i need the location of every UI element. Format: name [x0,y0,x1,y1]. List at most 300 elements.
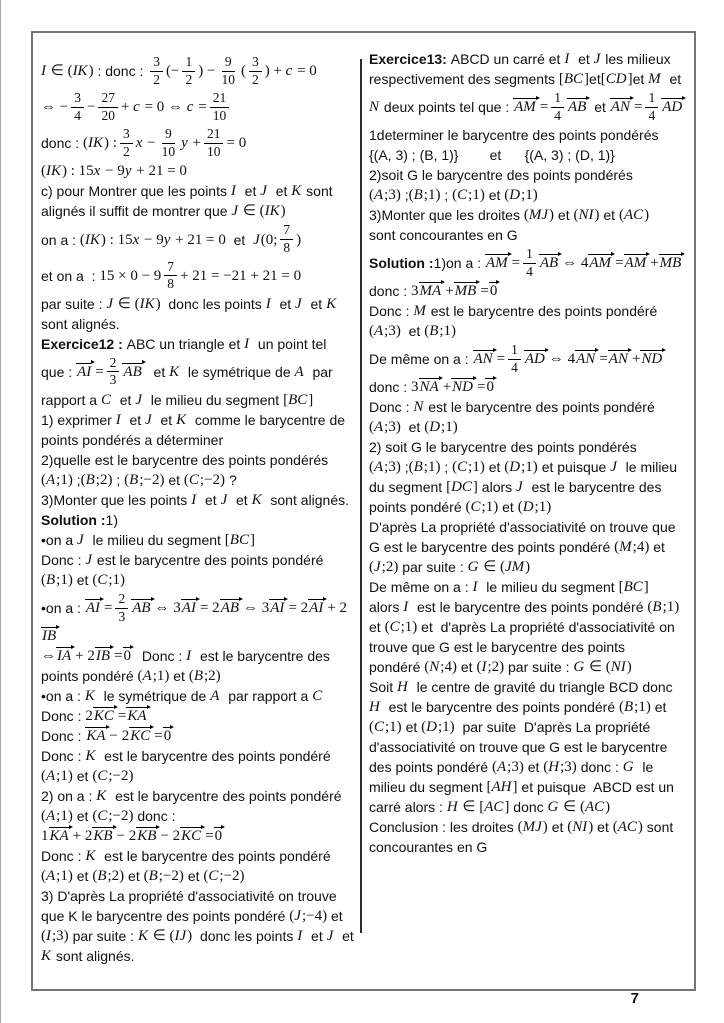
math-run: ) + c = 0 [264,63,317,80]
fraction [218,55,238,87]
vector-expression [92,826,116,846]
fraction-denominator: 2 [153,71,161,87]
vector-expression [624,253,651,273]
vector-expression [123,646,135,666]
vector-expression [129,726,154,746]
text-run: alors [369,599,404,616]
text-run: alors [477,479,517,496]
math-run: (B;1) [647,599,680,616]
math-run: J [516,479,523,496]
math-run: G [622,759,634,776]
vector-overline-arrow: MB [659,254,686,271]
fraction [120,127,133,159]
fraction-denominator: 3 [109,372,117,388]
text-run: Donc : [369,399,414,416]
math-run: [BC] [224,531,255,548]
vector-overline-arrow: AN [608,350,632,367]
vector-overline-arrow: ND [640,350,666,367]
text-run: et [334,928,354,945]
math-run: + 21 = −21 + 21 = 0 [180,267,302,284]
math-run: + [445,283,454,300]
text-run: pondéré [369,659,425,676]
vector-expression [76,362,95,382]
text-line [369,497,690,517]
math-run: (C;1) [92,571,125,588]
text-run: concourantes en G [369,839,488,856]
math-run: I [564,51,570,67]
text-run: et [121,411,146,428]
math-run: (MJ) [523,207,555,224]
fraction-denominator: 10 [161,143,176,159]
math-run: (B;2) [92,868,125,885]
text-run: deux points tel que : [380,99,514,116]
text-run: que : [41,363,77,380]
math-run: y + [181,135,201,152]
text-line [369,837,690,857]
math-run: (B;1) [424,323,457,340]
math-run: A [294,363,304,380]
vector-expression [567,97,590,117]
math-run: I ∈ (IK) [41,63,94,80]
math-run: + [442,379,452,396]
text-run: donc [509,799,548,816]
text-line [369,145,690,165]
math-run: J [85,551,93,568]
text-run: 1determiner le barycentre des points pondérés [369,127,659,144]
text-line [41,926,356,946]
vector-expression [454,281,481,301]
math-run: (D;1) [424,419,458,436]
right-column [362,33,694,989]
vector-overline-arrow: AN [575,350,599,367]
math-run: I [186,648,192,665]
text-run: est le barycentre des points pondéré [107,788,342,805]
fraction [150,55,163,87]
vector-overline-arrow: AI [308,599,327,616]
text-run: Donc : [41,728,86,745]
text-line [41,946,356,966]
math-run: (A;1) [41,808,73,825]
text-line [41,726,356,746]
text-run: : donc : [93,63,148,80]
fraction [159,127,179,159]
bold-text-run: Exercice13: [369,51,451,67]
vector-expression [49,826,73,846]
text-run: les milieux [601,51,671,67]
text-run: 3) D'après La propriété d'associativité on trouve [41,888,337,905]
math-run: C [100,391,111,408]
text-run: et [661,71,682,87]
text-run: et [72,868,93,885]
vector-overline-arrow: AB [122,363,145,380]
text-run: est le barycentre des [192,648,330,665]
fraction [551,91,564,123]
math-run: (A;3) [491,759,524,776]
text-line [369,377,690,397]
math-run: J [77,531,84,548]
text-line [369,69,690,89]
vector-overline-arrow: ND [451,378,477,395]
text-line [369,49,690,69]
text-run: 1) [105,511,118,528]
fraction-numerator: 21 [204,127,224,144]
math-run: + 2 [327,600,348,617]
math-run: = [154,728,163,745]
text-line [369,737,690,757]
vector-expression [489,281,501,301]
vector-overline-arrow: AB [567,98,590,115]
math-run: J [295,295,302,312]
vector-overline-arrow: AI [76,363,95,380]
text-run: sont alignés. [52,948,135,965]
text-run: et [124,868,144,885]
text-run: et [271,295,296,312]
math-run: J [145,411,152,428]
vector-overline-arrow: AN [610,98,634,115]
fraction-denominator: 4 [648,107,656,123]
text-run: •on a [41,531,78,548]
fraction-denominator: 2 [251,71,259,87]
vector-overline-arrow: MB [454,282,481,299]
fraction [210,91,230,123]
text-run: points pondéré [369,499,466,516]
text-run: et [632,71,649,87]
math-run: + 2 [72,828,93,845]
vector-overline-arrow: AI [269,599,288,616]
math-run: − 2 [109,728,130,745]
text-line [41,53,356,89]
text-run: par rapport a [220,688,313,705]
text-line [369,397,690,417]
vector-expression [85,726,109,746]
text-run: Donc : [41,708,86,725]
math-run: 3 [411,379,419,396]
math-run: (C;−2) [92,808,134,825]
text-run: et [599,207,619,224]
math-run: = [95,363,104,380]
text-run: sont alignés. [262,491,349,508]
math-run: = [511,255,521,272]
text-run: et [523,759,544,776]
vector-overline-arrow: 0 [163,727,175,744]
text-run: Donc : [369,303,414,320]
text-run: {(A, 3) ; (B, 1)} et {(A, 3) ; (D, 1)} [369,147,615,164]
math-run: (AC) [612,819,643,836]
text-line [41,886,356,906]
text-line [41,570,356,590]
vector-expression [95,646,114,666]
math-run: (IK) : 15x − 9y + 21 = 0 [41,163,187,180]
text-line [41,786,356,806]
text-run: par suite : [504,659,574,676]
math-run: (A;3) [369,323,401,340]
text-run: des points pondéré [369,759,492,776]
text-run: et [152,411,177,428]
vector-overline-arrow: AB [131,599,154,616]
fraction-denominator: 4 [511,359,518,375]
vector-overline-arrow: KA [85,727,109,744]
text-line [369,321,690,341]
fraction-numerator: 2 [107,356,120,373]
fraction-numerator: 27 [98,91,118,108]
math-run: N [369,99,380,116]
math-run: ⇔ 3 [243,600,270,617]
text-run: et [302,295,327,312]
vector-expression [126,706,150,726]
math-run: J ∈ (IK) [231,203,286,220]
fraction [107,356,120,388]
text-run: et [303,928,327,945]
text-run: D'après La propriété d'associativité on trouve que [369,519,676,536]
text-line [41,706,356,726]
math-run: (A;1) [137,668,170,685]
math-run: N [413,399,424,416]
vector-expression [136,826,160,846]
text-line [369,537,690,557]
math-run: [CD] [600,71,633,87]
text-run: 2)soit G le barycentre des points pondérés [369,167,633,184]
text-line [369,89,690,125]
text-line [41,181,356,201]
text-run: points pondéré [41,668,138,685]
text-run: est le barycentre des points pondéré [93,551,324,568]
text-run: alignés il suffit de montrer que [41,203,232,220]
text-line [41,125,356,161]
text-run: trouve que G est le barycentre des points [369,639,626,656]
text-run: et [169,668,189,685]
math-run: (A;3) [369,459,401,476]
text-line [41,530,356,550]
text-run: ; [72,471,81,488]
text-run: le milieu [617,459,678,476]
math-run: + [631,351,641,368]
text-run: comme le barycentre de [187,411,346,428]
text-run: Donc : [41,748,86,765]
math-run: (I;2) [476,659,505,676]
text-line [369,341,690,377]
text-line [369,657,690,677]
math-run: (A;1) [41,868,73,885]
vector-expression [485,377,497,397]
math-run: = [477,379,486,396]
math-run: G ∈ (AC) [547,799,611,816]
vector-expression [513,97,540,117]
vector-expression [56,646,75,666]
text-run: rapport a [41,391,101,408]
fraction-denominator: 8 [283,240,291,256]
text-run: que K le barycentre des points pondéré [41,908,290,925]
text-line [41,390,356,410]
text-run: ; [112,471,125,488]
math-run: 1 [41,828,49,845]
vector-expression [131,598,154,618]
math-run: I [297,928,303,945]
text-line [369,637,690,657]
text-run: 2)quelle est le barycentre des points pondérés [41,451,329,468]
math-run: = 2 [199,600,220,617]
text-line [41,866,356,886]
fraction-numerator: 21 [210,91,230,108]
text-line [369,797,690,817]
text-run: et [183,868,204,885]
math-run: (N;4) [424,659,457,676]
math-run: I [115,411,121,428]
text-run: De même on a : [369,579,473,596]
math-run: K [169,363,180,380]
fraction-numerator: 3 [249,55,262,72]
math-run: (C;1) [452,459,485,476]
fraction [645,91,658,123]
vector-expression [220,598,243,618]
math-run: (B;1) [408,187,441,204]
vector-overline-arrow: AM [624,254,651,271]
vector-overline-arrow: AI [85,599,104,616]
text-run: et [570,51,594,67]
text-line [369,225,690,245]
math-run: − 2 [116,828,137,845]
text-run: et puisque [537,459,611,476]
text-run: par suite : [68,928,138,945]
text-line [41,258,356,294]
text-run: donc : [576,759,623,776]
text-run: points pondérés a déterminer [41,431,224,448]
text-line [41,221,356,257]
text-line [369,165,690,185]
fraction-numerator: 3 [120,127,133,144]
text-run: le [634,759,654,776]
text-run: Conclusion : les droites [369,819,518,836]
text-run: 1) exprimer [41,411,116,428]
math-run: = [615,255,624,272]
text-run: Soit [369,679,398,696]
text-run: donc les points [192,928,298,945]
vector-expression [269,598,288,618]
vector-expression [659,253,686,273]
vector-overline-arrow: IB [95,647,114,664]
text-run: et [111,391,136,408]
fraction-denominator: 4 [74,107,81,123]
math-run: K [85,848,96,865]
math-run: (A;3) [369,187,401,204]
text-line [369,677,690,697]
text-line [41,430,356,450]
fraction-denominator: 10 [221,71,235,87]
text-run: sont concourantes en G [369,227,518,244]
text-run: 2) soit G le barycentre des points pondérés [369,439,637,456]
math-run: A [210,688,220,705]
math-run: (C;−2) [92,768,134,785]
fraction [508,343,521,375]
text-run: et [236,183,261,200]
text-run: donc : [133,808,176,825]
text-run: milieu du segment [369,779,487,796]
text-line [41,201,356,221]
vector-expression [610,97,634,117]
vector-expression [588,253,615,273]
text-line [41,766,356,786]
math-run: (I;3) [41,928,69,945]
vector-overline-arrow: 0 [214,827,226,844]
text-run: Donc : [41,551,86,568]
math-run: [BC] [618,579,649,596]
vector-overline-arrow: KB [136,827,160,844]
text-line [369,437,690,457]
text-run: ; [400,459,409,476]
text-run: et [498,499,518,516]
text-run: De même on a : [369,351,473,368]
fraction [204,127,224,159]
fraction-numerator: 1 [523,247,536,264]
text-line [369,597,690,617]
math-run: (C;1) [369,719,402,736]
math-run: 2 [85,708,93,725]
text-run: et [164,471,184,488]
text-run: est le barycentre des [523,479,662,496]
vector-overline-arrow: 0 [123,647,135,664]
text-line [369,185,690,205]
text-run: sont alignés. [41,315,120,332]
text-line [41,590,356,646]
math-run: K [85,748,96,765]
text-run: ABCD un carré et [450,51,565,67]
text-line [41,410,356,430]
vector-overline-arrow: AD [524,350,549,367]
fraction [115,592,128,624]
fraction-denominator: 10 [212,107,227,123]
math-run: + 2 [75,648,95,665]
text-line [369,697,690,717]
math-run: (D;1) [421,719,455,736]
text-run: G est le barycentre des points pondéré [369,539,615,556]
text-run: 3)Monter que les droites [369,207,524,224]
text-run: par suite : [398,559,468,576]
vector-overline-arrow: AI [181,599,200,616]
math-run: (B;−2) [124,471,165,488]
text-line [41,686,356,706]
text-run: ; [440,459,453,476]
text-run: et [649,539,665,556]
text-line [41,470,356,490]
vector-overline-arrow: KC [129,727,154,744]
text-run: un point tel [250,335,327,352]
math-run: = [114,648,123,665]
fraction-numerator: 7 [164,260,177,277]
text-run: et [369,619,385,636]
text-run: et [145,363,170,380]
text-line [41,294,356,314]
text-line [369,477,690,497]
math-run: (A;1) [41,471,73,488]
text-line [369,281,690,301]
fraction-numerator: 3 [71,91,84,108]
fraction-numerator: 2 [115,592,128,609]
vector-expression [122,362,145,382]
math-run: (C;1) [465,499,499,516]
math-run: ) − [198,63,216,80]
fraction-denominator: 2 [185,71,193,87]
math-run: ⇔ [41,648,56,665]
vector-overline-arrow: KA [126,707,150,724]
bold-text-run: Solution : [369,255,434,272]
math-run: (B;2) [80,471,113,488]
text-run: le milieu du segment [84,531,225,548]
fraction-denominator: 3 [118,608,126,624]
text-run: on a : [41,231,80,248]
vector-expression [214,826,226,846]
text-run: et [554,207,574,224]
text-run: c) pour Montrer que les points [41,183,231,200]
text-line [369,457,690,477]
